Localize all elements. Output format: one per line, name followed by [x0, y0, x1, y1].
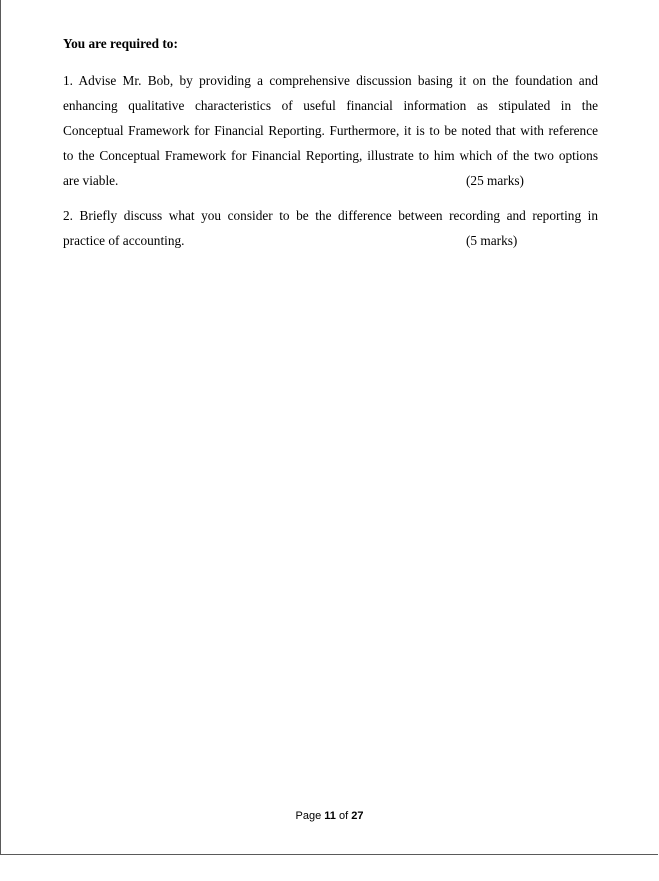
question-1-marks: (25 marks): [466, 173, 524, 188]
question-2-marks: (5 marks): [466, 233, 518, 248]
question-2: [63, 203, 598, 253]
question-2-line: practice of accounting.: [63, 233, 185, 248]
page-label: Page: [295, 810, 322, 822]
total-pages: 27: [351, 810, 364, 822]
question-1-line: to the Conceptual Framework for Financial Reporting, illustrate to him which of the two options: [63, 148, 598, 163]
current-page: 11: [324, 810, 336, 822]
section-heading: You are required to:: [63, 36, 178, 51]
question-1-line: are viable.: [63, 173, 119, 188]
question-2-line: 2. Briefly discuss what you consider to be the difference between recording and reporting in: [63, 208, 598, 223]
question-1-line: 1. Advise Mr. Bob, by providing a comprehensive discussion basing it on the foundation and: [63, 73, 598, 88]
document-body: [63, 34, 598, 263]
question-1-line: enhancing qualitative characteristics of useful financial information as stipulated in the: [63, 98, 598, 113]
page-of-label: of: [338, 810, 349, 822]
question-1-line: Conceptual Framework for Financial Reporting. Furthermore, it is to be noted that with reference: [63, 123, 598, 138]
question-1-last-line: [63, 168, 598, 193]
page-number-footer: [0, 810, 659, 822]
question-1: [63, 68, 598, 193]
question-2-last-line: [63, 228, 598, 253]
